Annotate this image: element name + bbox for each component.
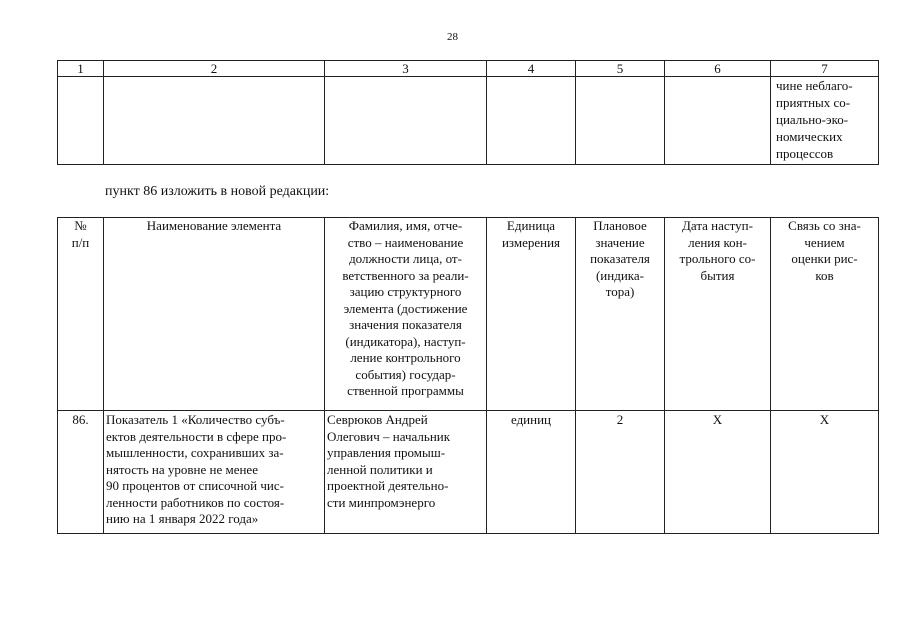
text-line: значения показателя	[349, 317, 462, 332]
cell-empty-5	[576, 77, 665, 165]
text-line: оценки рис-	[791, 251, 858, 266]
cell-empty-1	[58, 77, 104, 165]
row-unit: единиц	[487, 411, 576, 534]
cell-empty-4	[487, 77, 576, 165]
text-line: Показатель 1 «Количество субъ-	[106, 412, 285, 427]
header-plan-value	[576, 218, 665, 411]
text-line: тора)	[605, 284, 635, 299]
table-row	[58, 411, 879, 534]
text-line: бытия	[700, 267, 735, 283]
row-event-date: Х	[665, 411, 771, 534]
text-line: ектов деятельности в сфере про-	[106, 428, 287, 444]
text-line: Севрюков Андрей	[327, 412, 428, 427]
text-line: ление контрольного	[350, 350, 461, 365]
continuation-row	[58, 77, 879, 165]
text-line: Олегович – начальник	[327, 428, 451, 444]
text-line: сти минпромэнерго	[327, 494, 436, 510]
text-line: трольного со-	[679, 251, 756, 266]
cell-empty-6	[665, 77, 771, 165]
text-line: ственной программы	[347, 383, 464, 398]
text-line: Единица	[506, 218, 556, 233]
page-number: 28	[447, 31, 458, 43]
text-line: события) государ-	[355, 366, 456, 382]
text-line: (индика-	[595, 267, 645, 283]
row-plan-value: 2	[576, 411, 665, 534]
header-element-name	[104, 218, 325, 411]
column-number-2: 2	[104, 61, 325, 77]
column-number-row	[58, 61, 879, 77]
text-line: Плановое	[593, 218, 647, 233]
column-number-1: 1	[58, 61, 104, 77]
row-responsible-person	[325, 411, 487, 534]
text-line: мышленности, сохранивших за-	[106, 445, 284, 460]
text-line: ленности работников по состоя-	[106, 494, 285, 510]
column-number-6: 6	[665, 61, 771, 77]
column-number-3: 3	[325, 61, 487, 77]
row-element-name	[104, 411, 325, 534]
header-responsible-person	[325, 218, 487, 411]
text-line: показателя	[590, 251, 650, 266]
text-line: ветственного за реали-	[342, 267, 469, 283]
header-num	[58, 218, 104, 411]
continuation-table	[57, 60, 879, 165]
text-line: Дата наступ-	[682, 218, 753, 233]
text-line: ство – наименование	[347, 234, 464, 250]
column-number-5: 5	[576, 61, 665, 77]
text-line: проектной деятельно-	[327, 478, 449, 493]
text-line: Связь со зна-	[788, 218, 861, 233]
text-line: чением	[804, 234, 845, 250]
text-line: измерения	[501, 234, 561, 250]
text-line: должности лица, от-	[349, 251, 462, 266]
header-event-date	[665, 218, 771, 411]
intro-paragraph: пункт 86 изложить в новой редакции:	[105, 184, 330, 199]
text-line: номических	[776, 129, 843, 144]
cell-col7-text	[771, 77, 879, 165]
column-number-7: 7	[771, 61, 879, 77]
text-line: чине неблаго-	[776, 78, 853, 93]
cell-empty-2	[104, 77, 325, 165]
row-number: 86.	[58, 411, 104, 534]
text-line: (индикатора), наступ-	[345, 333, 466, 349]
text-line: №	[74, 218, 87, 233]
element-table	[57, 217, 879, 534]
text-line: Фамилия, имя, отче-	[348, 218, 463, 233]
text-line: нятость на уровне не менее	[106, 461, 258, 477]
column-number-4: 4	[487, 61, 576, 77]
cell-empty-3	[325, 77, 487, 165]
header-risk-link	[771, 218, 879, 411]
text-line: ленной политики и	[327, 461, 433, 477]
text-line: процессов	[776, 146, 834, 161]
text-line: элемента (достижение	[343, 300, 468, 316]
text-line: приятных со-	[776, 95, 851, 110]
text-line: значение	[595, 234, 645, 250]
text-line: 90 процентов от списочной чис-	[106, 478, 284, 493]
text-line: Наименование элемента	[146, 218, 282, 233]
text-line: ков	[815, 267, 834, 283]
row-risk-link: Х	[771, 411, 879, 534]
text-line: нию на 1 января 2022 года»	[106, 511, 259, 526]
header-unit	[487, 218, 576, 411]
text-line: управления промыш-	[327, 445, 446, 460]
text-line: ления кон-	[688, 234, 747, 250]
text-line: зацию структурного	[349, 284, 462, 299]
header-row	[58, 218, 879, 411]
text-line: п/п	[71, 234, 90, 250]
text-line: циально-эко-	[776, 112, 849, 127]
